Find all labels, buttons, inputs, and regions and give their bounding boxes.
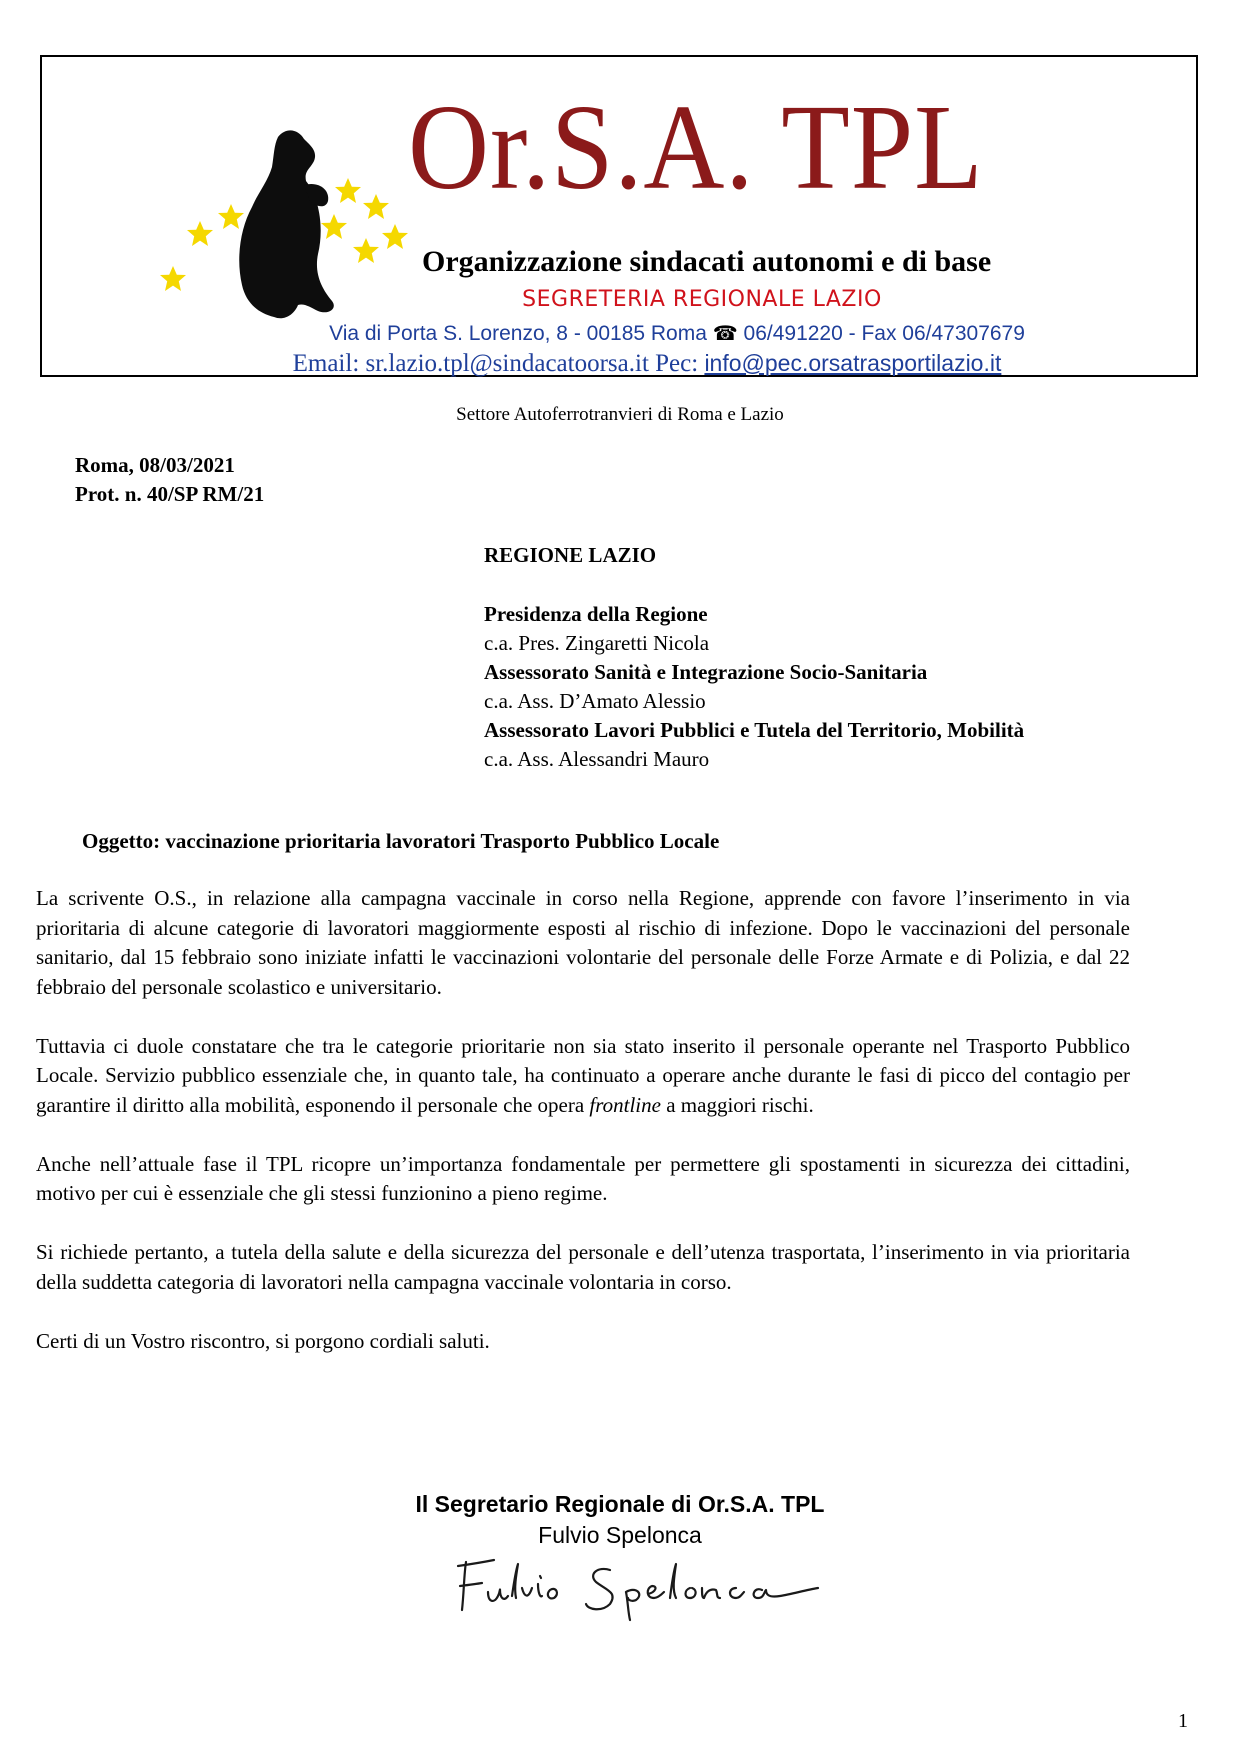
pec-link[interactable]: info@pec.orsatrasportilazio.it	[704, 350, 1002, 376]
organization-name: Organizzazione sindacati autonomi e di base	[422, 245, 992, 278]
body-italic-text: frontline	[589, 1092, 661, 1117]
page-number: 1	[1178, 1710, 1188, 1732]
letter-date: Roma, 08/03/2021	[75, 453, 235, 477]
body-text: Tuttavia ci duole constatare che tra le categorie prioritarie non sia stato inserito il personale operante nel Trasporto Pubblico Locale. Servizio pubblico essenziale che, in quanto tale, ha continuato a operare anche durante le fasi di picco del contagio per garantire il diritto alla mobilità, esponendo il personale che opera	[36, 1033, 1130, 1117]
body-paragraph: Anche nell’attuale fase il TPL ricopre un’importanza fondamentale per permettere gli spostamenti in sicurezza dei cittadini, motivo per cui è essenziale che gli stessi funzionino a pieno regime.	[36, 1151, 1130, 1205]
letter-body	[36, 884, 1130, 1386]
postal-address: Via di Porta S. Lorenzo, 8 - 00185 Roma	[329, 322, 707, 345]
email-address: Email: sr.lazio.tpl@sindacatoorsa.it	[292, 350, 649, 377]
recipient-attention: c.a. Pres. Zingaretti Nicola	[484, 631, 710, 655]
regional-secretariat: SEGRETERIA REGIONALE LAZIO	[522, 287, 882, 312]
email-line	[207, 350, 1087, 378]
letter-subject: Oggetto: vaccinazione prioritaria lavoratori Trasporto Pubblico Locale	[82, 829, 720, 853]
body-paragraph: La scrivente O.S., in relazione alla campagna vaccinale in corso nella Regione, apprende con favore l’inserimento in via prioritaria di alcune categorie di lavoratori maggiormente esposti al rischio di infezione. Dopo le vaccinazioni del personale sanitario, dal 15 febbraio sono iniziate infatti le vaccinazioni volontarie del personale delle Forze Armate e di Polizia, e dal 22 febbraio del personale scolastico e universitario.	[36, 886, 1130, 999]
body-paragraph	[36, 1032, 1130, 1121]
recipient-department: Assessorato Lavori Pubblici e Tutela del Territorio, Mobilità	[484, 718, 1025, 742]
body-text: a maggiori rischi.	[660, 1092, 814, 1117]
recipient-region: REGIONE LAZIO	[484, 543, 657, 567]
sector-line: Settore Autoferrotranvieri di Roma e Lazio	[456, 404, 784, 425]
phone-fax: 06/491220 - Fax 06/47307679	[743, 322, 1025, 345]
body-paragraph: Certi di un Vostro riscontro, si porgono cordiali saluti.	[36, 1328, 490, 1353]
body-paragraph: Si richiede pertanto, a tutela della salute e della sicurezza del personale e dell’utenza trasportata, l’inserimento in via prioritaria della suddetta categoria di lavoratori nella campagna vaccinale volontaria in corso.	[36, 1240, 1130, 1294]
letterhead	[40, 55, 1198, 377]
telephone-icon: ☎	[712, 321, 738, 345]
recipient-attention: c.a. Ass. D’Amato Alessio	[484, 689, 706, 713]
recipient-attention: c.a. Ass. Alessandri Mauro	[484, 747, 710, 771]
handwritten-signature-icon	[450, 1552, 830, 1622]
protocol-number: Prot. n. 40/SP RM/21	[75, 482, 265, 506]
recipients-block	[484, 541, 1024, 774]
brand-name: Or.S.A. TPL	[408, 80, 984, 215]
pec-label: Pec:	[648, 350, 705, 377]
signatory-name: Fulvio Spelonca	[538, 1522, 702, 1548]
signatory-title: Il Segretario Regionale di Or.S.A. TPL	[415, 1491, 825, 1517]
address-line	[247, 321, 1107, 346]
recipient-department: Assessorato Sanità e Integrazione Socio-Sanitaria	[484, 660, 928, 684]
recipient-department: Presidenza della Regione	[484, 602, 708, 626]
bear-with-stars-logo-icon	[128, 89, 408, 339]
